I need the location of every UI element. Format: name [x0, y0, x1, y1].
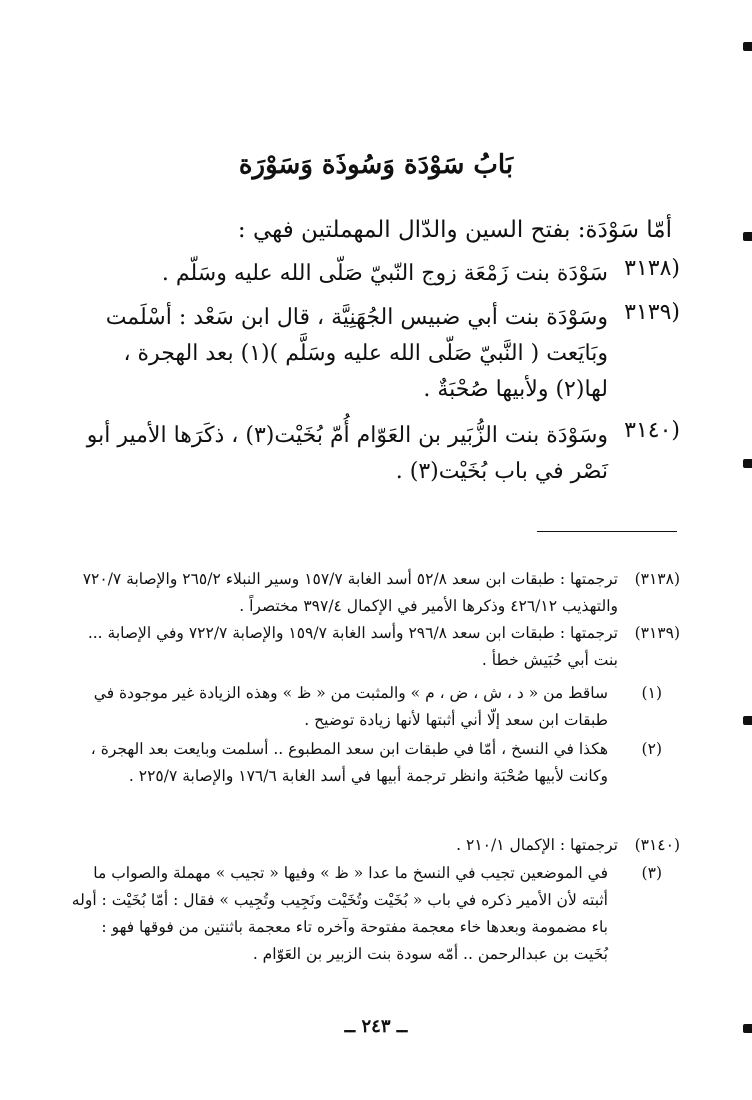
- footnote-number: (٣١٣٩): [634, 624, 680, 642]
- footnote: [68, 860, 680, 968]
- intro-line: أمّا سَوْدَة: بفتح السين والدّال المهملتين فهي :: [237, 217, 672, 243]
- footnote: [68, 736, 680, 790]
- entry: [68, 418, 680, 490]
- page-edge-mark: [743, 459, 752, 468]
- entry-text: وسَوْدَة بنت أبي ضبيس الجُهَنِيَّة ، قال ابن سَعْد : أسْلَمت وبَايَعت ( النَّبيّ صَلّى الله عليه وسَلَّم )(١) بعد الهجرة ، لها(٢) ولأبيها صُحْبَةٌ .: [105, 305, 608, 402]
- page-edge-mark: [743, 716, 752, 725]
- footnote: [68, 620, 680, 674]
- footnote-text: ترجمتها : الإكمال ٢١٠/١ .: [456, 836, 618, 854]
- page-edge-mark: [743, 232, 752, 241]
- entry-number: (٣١٣٩: [624, 300, 680, 325]
- entry-text: سَوْدَة بنت زَمْعَة زوج النّبيّ صَلّى الله عليه وسَلّم .: [161, 261, 608, 286]
- footnote-number: (١): [641, 684, 662, 702]
- footnote-number: (٣١٤٠): [634, 836, 680, 854]
- chapter-title: بَابُ سَوْدَة وَسُوذَة وَسَوْرَة: [238, 150, 514, 180]
- entry-number: (٣١٤٠: [624, 418, 680, 443]
- page-edge-mark: [743, 42, 752, 51]
- footnote-divider: [537, 531, 677, 532]
- footnote-text: هكذا في النسخ ، أمّا في طبقات ابن سعد المطبوع .. أسلمت وبايعت بعد الهجرة ، وكانت لأبيها صُحْبَة وانظر ترجمة أبيها في أسد الغابة ١٧٦/٦ والإصابة ٢٢٥/٧ .: [90, 740, 608, 785]
- footnote-number: (٣١٣٨): [634, 570, 680, 588]
- entry-number: (٣١٣٨: [624, 256, 680, 281]
- entry-text: وسَوْدَة بنت الزُّبَير بن العَوّام أُمّ بُخَيْت(٣) ، ذكَرَها الأمير أبو نَصْر في باب بُخَيْت(٣) .: [86, 423, 608, 484]
- footnote: [68, 680, 680, 734]
- footnote-text: ترجمتها : طبقات ابن سعد ٥٢/٨ أسد الغابة ١٥٧/٧ وسير النبلاء ٢٦٥/٢ والإصابة ٧٢٠/٧ والتهذيب ٤٢٦/١٢ وذكرها الأمير في الإكمال ٣٩٧/٤ مختصراً .: [82, 570, 618, 615]
- page-number: ــ ٢٤٣ ــ: [344, 1016, 408, 1037]
- footnote-text: في الموضعين تجيب في النسخ ما عدا « ظ » وفيها « تجيب » مهملة والصواب ما أثبته لأن الأمير ذكره في باب « بُخَيْت وتُخَيْت ونَجِيب وتُجِيب » فقال : أمّا بُخَيْت : أوله باء مضمومة وبعدها خاء معجمة مفتوحة وآخره تاء معجمة باثنتين من فوقها فهو : بُخَيت بن عبدالرحمن .. أمّه سودة بنت الزبير بن العَوّام .: [71, 864, 608, 963]
- footnote-text: ساقط من « د ، ش ، ض ، م » والمثبت من « ظ » وهذه الزيادة غير موجودة في طبقات ابن سعد إلّا أني أثبتها لأنها زيادة توضيح .: [93, 684, 608, 729]
- entry: [68, 300, 680, 408]
- entry: [68, 256, 680, 292]
- footnote-text: ترجمتها : طبقات ابن سعد ٢٩٦/٨ وأسد الغابة ١٥٩/٧ والإصابة ٧٢٢/٧ وفي الإصابة ... بنت أبي حُبَيش خطأ .: [87, 624, 618, 669]
- footnote-number: (٣): [641, 864, 662, 882]
- footnote: [68, 566, 680, 620]
- footnote: [68, 832, 680, 859]
- footnote-number: (٢): [641, 740, 662, 758]
